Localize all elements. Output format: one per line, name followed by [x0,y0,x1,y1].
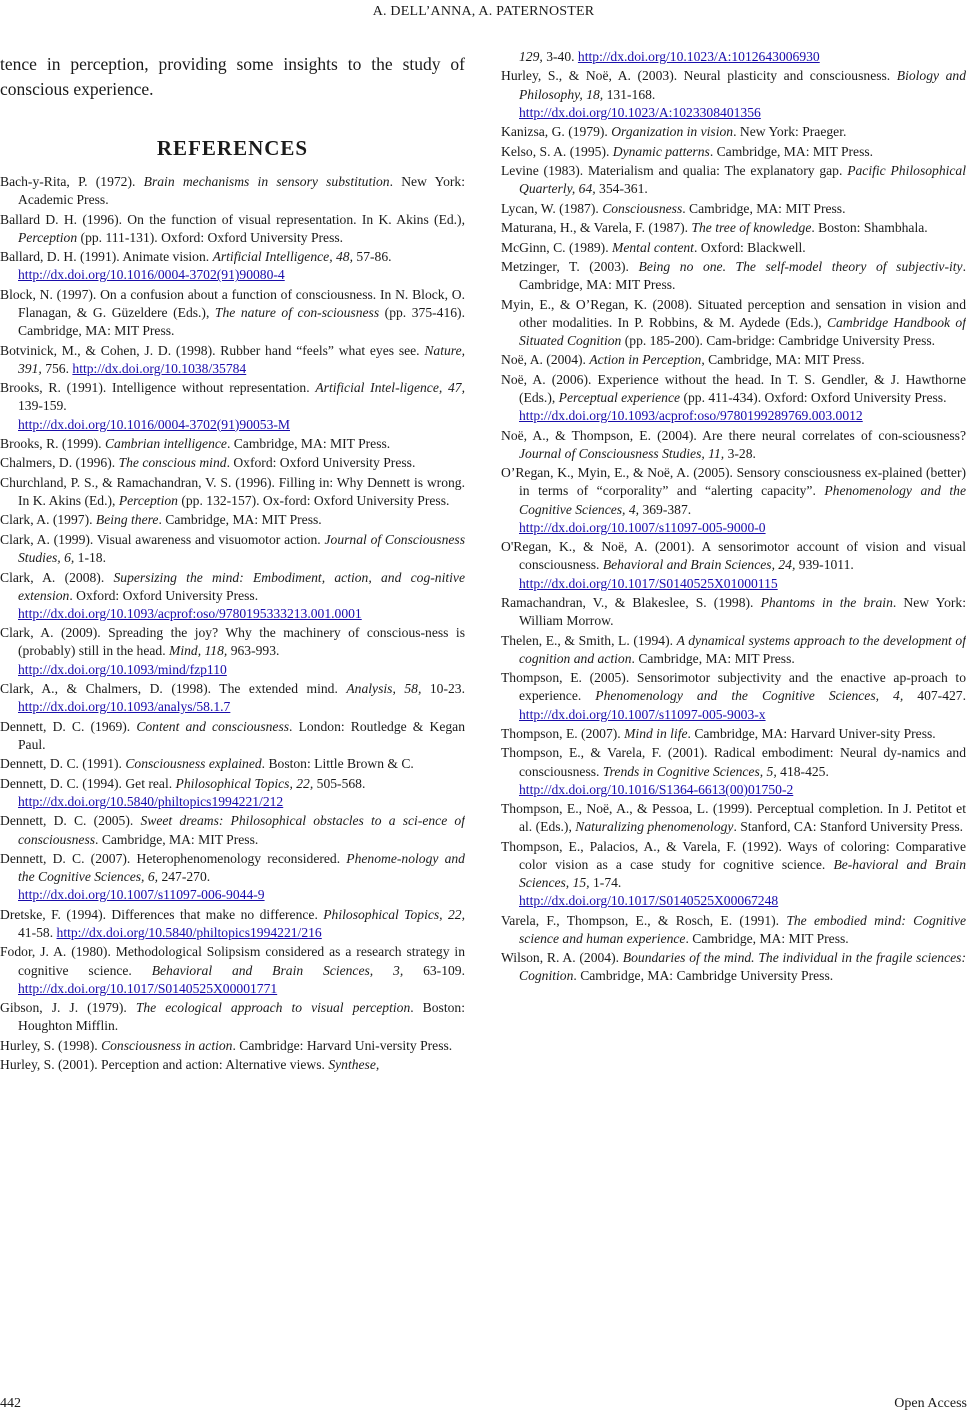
reference-entry [0,379,465,433]
reference-entry [501,538,966,592]
reference-text: 131-168. [603,86,656,102]
reference-text: 57-86. [353,249,392,265]
reference-title: Pacific Philosophical Quarterly, 64, [519,163,966,197]
reference-text: (pp. 132-157). Ox-ford: Oxford University Press. [177,493,450,509]
reference-title: Behavioral and Brain Sciences, 3, [151,962,404,978]
reference-entry [0,173,465,209]
reference-text: . Cambridge: Harvard Uni-versity Press. [232,1037,453,1053]
reference-text: Noë, A., & Thompson, E. (2004). Are there neural correlates of con-sciousness? [501,427,966,443]
reference-text: 139-159. [18,398,67,414]
reference-entry [0,999,465,1035]
reference-title: Consciousness [602,200,683,216]
reference-text: . Oxford: Blackwell. [693,239,806,255]
reference-title: Trends in Cognitive Sciences, 5, [602,763,777,779]
reference-title: 129, [519,49,543,64]
reference-entry [0,569,465,623]
reference-entry [501,744,966,798]
reference-title: Nature, 391, [18,342,465,376]
reference-title: Journal of Consciousness Studies, 6, [18,531,465,566]
reference-title: Cambrian intelligence [104,435,227,451]
open-access-label: Open Access [894,1396,967,1411]
reference-text: Clark, A. (2009). Spreading the joy? Why the machinery of conscious-ness is (probably) still in the head. [0,625,465,659]
reference-text: Block, N. (1997). On a confusion about a function of consciousness. In N. Block, O. Flanagan, & G. Güzeldere (Eds.), [0,286,465,320]
reference-entry [501,838,966,911]
reference-text: 369-387. [639,501,692,517]
reference-entry [0,211,465,247]
reference-text: Myin, E., & O’Regan, K. (2008). Situated perception and sensation in vision and other modalities. In P. Robbins, & M. Aydede (Eds.), [501,296,966,330]
reference-title: Artificial Intel-ligence, 47, [315,380,465,396]
reference-title: Be-havioral and Brain Sciences, 15, [519,856,966,891]
reference-entry [501,949,966,985]
reference-text: Ramachandran, V., & Blakeslee, S. (1998). [501,594,761,610]
reference-text: 3-28. [724,445,756,461]
reference-entry [0,775,465,811]
reference-entry [0,812,465,848]
reference-entry [0,474,465,510]
reference-entry [501,594,966,630]
reference-title: Artificial Intelligence, 48, [212,249,353,265]
reference-title: Analysis, 58, [346,681,422,697]
doi-link[interactable]: http://dx.doi.org/10.1007/s11097-005-9003-x [519,706,766,722]
reference-text: . Boston: Shambhala. [811,220,928,236]
doi-link[interactable]: http://dx.doi.org/10.1017/S0140525X00067248 [519,893,779,909]
reference-text: Thelen, E., & Smith, L. (1994). [501,632,677,648]
reference-text: 407-427. [903,688,966,704]
reference-text: Dennett, D. C. (1969). [0,718,137,734]
reference-text: 63-109. [403,962,465,978]
reference-text: Clark, A. (1997). [0,512,96,528]
reference-text: 939-1011. [795,557,854,573]
reference-title: Phantoms in the brain [760,594,893,610]
doi-link[interactable]: http://dx.doi.org/10.5840/philtopics1994221/212 [18,793,284,809]
reference-entry [501,669,966,723]
reference-text: Wilson, R. A. (2004). [501,950,623,966]
reference-text: Clark, A. (2008). [0,569,114,585]
reference-text: Kelso, S. A. (1995). [501,143,613,159]
reference-title: Journal of Consciousness Studies, 11, [519,445,725,461]
reference-entry [501,162,966,198]
reference-title: The embodied mind: Cognitive science and human experience [519,912,966,946]
reference-text: . Cambridge, MA: Harvard Univer-sity Press. [687,725,936,741]
reference-entry [0,906,465,942]
reference-text: . Cambridge, MA: Cambridge University Press. [573,968,834,984]
reference-title: The ecological approach to visual perception [135,1000,411,1016]
reference-entry [501,371,966,425]
reference-text: Chalmers, D. (1996). [0,455,119,471]
reference-entry [0,1037,465,1055]
reference-entry [0,943,465,997]
page-number: 442 [0,1396,21,1411]
reference-text: Thompson, E., Noë, A., & Pessoa, L. (1999). Perceptual completion. In J. Petitot et al. (Eds.), [501,801,966,835]
reference-text: . Cambridge, MA: MIT Press. [682,200,846,216]
reference-text: . New York: Academic Press. [18,174,465,208]
left-reference-list [0,173,465,1074]
reference-text: Metzinger, T. (2003). [501,259,639,275]
doi-link[interactable]: http://dx.doi.org/10.1023/A:1023308401356 [519,104,761,120]
doi-link[interactable]: http://dx.doi.org/10.5840/philtopics1994221/216 [56,924,322,940]
reference-text: Dennett, D. C. (2005). [0,813,141,829]
reference-entry [501,239,966,257]
reference-text: Noë, A. (2004). [501,352,590,368]
reference-text: 247-270. [158,869,211,885]
reference-text: 1-18. [74,550,106,566]
reference-text: . Cambridge, MA: MIT Press. [631,650,795,666]
reference-entry [501,67,966,121]
reference-text: Thompson, E. (2005). Sensorimotor subjectivity and the enactive ap-proach to experience. [501,670,966,704]
doi-link[interactable]: http://dx.doi.org/10.1093/mind/fzp110 [18,661,227,677]
reference-text: 10-23. [421,681,465,697]
reference-entry [0,342,465,378]
reference-title: Perception [118,493,178,509]
reference-entry [0,680,465,716]
reference-entry [0,435,465,453]
page-footer [0,1394,967,1414]
reference-entry [0,1056,465,1074]
reference-title: Being no one. The self-model theory of subjectiv-ity [638,259,963,275]
reference-text: . Cambridge, MA: MIT Press. [158,512,322,528]
doi-link[interactable]: http://dx.doi.org/10.1007/s11097-005-9000-0 [519,519,766,535]
reference-text: Hurley, S., & Noë, A. (2003). Neural plasticity and consciousness. [501,68,897,84]
reference-text: Maturana, H., & Varela, F. (1987). [501,220,692,236]
reference-entry [0,755,465,773]
reference-text: Noë, A. (2006). Experience without the head. In T. S. Gendler, & J. Hawthorne (Eds.), [501,371,966,406]
reference-entry [501,427,966,463]
reference-entry [501,200,966,218]
reference-title: Brain mechanisms in sensory substitution [143,174,390,189]
reference-text: Kanizsa, G. (1979). [501,124,612,140]
reference-text: (pp. 375-416). Cambridge, MA: MIT Press. [18,304,465,339]
reference-text: . Cambridge, MA: MIT Press. [519,259,966,293]
reference-entry [501,725,966,743]
reference-text: Varela, F., Thompson, E., & Rosch, E. (1991). [501,912,787,928]
reference-title: Being there [95,512,159,528]
doi-link[interactable]: http://dx.doi.org/10.1016/0004-3702(91)90053-M [18,416,290,432]
reference-text: Thompson, E., Palacios, A., & Varela, F. (1992). Ways of coloring: Comparative color vision as a case study for cognitive science. [501,838,966,872]
reference-title: Naturalizing phenomenology [575,819,734,835]
reference-text: (pp. 185-200). Cam-bridge: Cambridge University Press. [621,333,936,349]
right-reference-list [501,48,966,986]
doi-link[interactable]: http://dx.doi.org/10.1038/35784 [72,360,247,376]
doi-link[interactable]: http://dx.doi.org/10.1007/s11097-006-9044-9 [18,887,265,903]
reference-title: The tree of knowledge [691,220,812,236]
reference-text: Clark, A., & Chalmers, D. (1998). The extended mind. [0,681,347,697]
reference-text: (pp. 411-434). Oxford: Oxford University Press. [680,390,947,406]
doi-link[interactable]: http://dx.doi.org/10.1016/S1364-6613(00)01750-2 [519,781,794,797]
reference-text: 418-425. [776,763,829,779]
reference-title: Philosophical Topics, 22, [175,775,314,791]
reference-entry [0,850,465,904]
doi-link[interactable]: http://dx.doi.org/10.1016/0004-3702(91)90080-4 [18,267,285,283]
reference-title: The conscious mind [118,455,227,471]
reference-title: Supersizing the mind: Embodiment, action, and cog-nitive extension [18,569,465,603]
reference-title: Perceptual experience [558,390,681,406]
reference-text: O'Regan, K., & Noë, A. (2001). A sensorimotor account of vision and visual consciousness. [501,539,966,573]
reference-text: Gibson, J. J. (1979). [0,1000,136,1016]
reference-text: . Cambridge, MA: MIT Press. [226,435,391,451]
references-heading: REFERENCES [156,136,309,160]
reference-text: 354-361. [595,181,648,197]
reference-text: Dretske, F. (1994). Differences that make no difference. [0,906,324,922]
reference-title: Philosophical Topics, 22, [323,906,465,922]
doi-link[interactable]: http://dx.doi.org/10.1093/acprof:oso/9780199289769.003.0012 [519,408,863,424]
reference-title: Boundaries of the mind. The individual in the fragile sciences: Cognition [519,950,966,984]
reference-text: 963-993. [227,643,280,659]
reference-title: Content and consciousness [136,718,290,734]
reference-text: (pp. 111-131). Oxford: Oxford University Press. [77,229,344,245]
reference-title: Biology and Philosophy, 18, [519,68,966,102]
reference-text: Ballard D. H. (1996). On the function of visual representation. In K. Akins (Ed.), [0,211,465,227]
reference-text: Dennett, D. C. (2007). Heterophenomenology reconsidered. [0,850,347,866]
reference-text: Brooks, R. (1999). [0,435,105,451]
reference-text: Dennett, D. C. (1991). [0,756,126,772]
running-head: A. DELL’ANNA, A. PATERNOSTER [372,4,595,19]
reference-entry [501,351,966,369]
reference-text: Dennett, D. C. (1994). Get real. [0,775,176,791]
reference-title: Phenomenology and the Cognitive Sciences, 4, [519,483,966,517]
reference-entry [501,143,966,161]
reference-entry [501,912,966,948]
reference-entry [0,531,465,567]
reference-text: 505-568. [313,775,366,791]
reference-text: 41-58. [18,924,57,940]
doi-link[interactable]: http://dx.doi.org/10.1093/acprof:oso/9780195333213.001.0001 [18,605,362,621]
reference-title: The nature of con-sciousness [214,304,380,320]
reference-entry [0,454,465,472]
reference-title: Phenome-nology and the Cognitive Sciences, 6, [18,850,465,885]
reference-text: . Cambridge, MA: MIT Press. [709,143,874,159]
reference-entry [501,800,966,836]
reference-title: Mind, 118, [169,643,228,659]
reference-title: Dynamic patterns [612,143,710,159]
reference-text: Hurley, S. (1998). [0,1037,102,1053]
doi-link[interactable]: http://dx.doi.org/10.1023/A:1012643006930 [577,49,820,64]
reference-entry [0,511,465,529]
reference-entry [0,286,465,340]
reference-title: Consciousness explained [125,756,262,772]
reference-text: McGinn, C. (1989). [501,239,613,255]
reference-text: O’Regan, K., Myin, E., & Noë, A. (2005). Sensory consciousness ex-plained (better) in terms of “corporality” and “alerting capacity”. [501,465,966,499]
reference-entry [501,258,966,294]
reference-text: Botvinick, M., & Cohen, J. D. (1998). Rubber hand “feels” what eyes see. [0,342,425,358]
reference-entry [0,248,465,284]
reference-text: Brooks, R. (1991). Intelligence without representation. [0,380,316,396]
reference-text: 756. [41,360,73,376]
reference-title: A dynamical systems approach to the development of cognition and action [519,632,966,666]
reference-entry [501,464,966,537]
reference-entry [501,219,966,237]
reference-title: Organization in vision [611,124,734,140]
doi-link[interactable]: http://dx.doi.org/10.1093/analys/58.1.7 [18,699,231,715]
reference-text: . Oxford: Oxford University Press. [226,455,416,471]
left-column [0,46,465,1356]
reference-title: Sweet dreams: Philosophical obstacles to a sci-ence of consciousness [18,813,465,847]
reference-title: Mind in life [624,725,688,741]
reference-entry [0,718,465,754]
reference-text: Levine (1983). Materialism and qualia: The explanatory gap. [501,163,848,179]
reference-text: Hurley, S. (2001). Perception and action: Alternative views. [0,1057,329,1073]
reference-text: 1-74. [589,875,622,891]
reference-text: Thompson, E. (2007). [501,725,625,741]
doi-link[interactable]: http://dx.doi.org/10.1017/S0140525X00001771 [18,980,278,996]
reference-title: Perception [18,229,78,245]
reference-text: . Stanford, CA: Stanford University Press. [733,819,964,835]
reference-text: . Oxford: Oxford University Press. [69,587,259,603]
reference-text: . Boston: Houghton Mifflin. [18,1000,465,1034]
reference-text: . Cambridge, MA: MIT Press. [685,930,849,946]
doi-link[interactable]: http://dx.doi.org/10.1017/S0140525X01000115 [519,575,778,591]
reference-text: Ballard, D. H. (1991). Animate vision. [0,249,213,265]
reference-text: . Boston: Little Brown & C. [261,756,414,772]
reference-entry [501,48,966,66]
reference-entry [501,632,966,668]
reference-title: Phenomenology and the Cognitive Sciences, 4, [595,688,904,704]
reference-title: Cambridge Handbook of Situated Cognition [519,314,966,349]
reference-text: . Cambridge, MA: MIT Press. [95,831,259,847]
reference-text: Churchland, P. S., & Ramachandran, V. S. (1996). Filling in: Why Dennett is wrong. In K. Akins (Ed.), [0,474,465,509]
reference-entry [0,624,465,678]
reference-text: . New York: William Morrow. [519,594,966,629]
reference-text: Clark, A. (1999). Visual awareness and visuomotor action. [0,531,325,547]
reference-title: Consciousness in action [101,1037,233,1053]
intro-paragraph: tence in perception, providing some insights to the study of conscious experience. [0,54,465,99]
reference-entry [501,123,966,141]
reference-text: Thompson, E., & Varela, F. (2001). Radical embodiment: Neural dy-namics and consciousness. [501,745,966,779]
reference-text: , Cambridge, MA: MIT Press. [701,352,865,368]
reference-text: Bach-y-Rita, P. (1972). [0,174,144,189]
reference-title: Mental content [612,239,694,255]
reference-text: Fodor, J. A. (1980). Methodological Solipsism considered as a research strategy in cognitive science. [0,944,465,978]
reference-title: Action in Perception [589,352,702,368]
reference-text: Lycan, W. (1987). [501,200,603,216]
reference-text: . New York: Praeger. [733,124,847,140]
reference-text: . London: Routledge & Kegan Paul. [18,718,465,752]
reference-title: Behavioral and Brain Sciences, 24, [602,557,796,573]
reference-entry [501,296,966,350]
reference-title: Synthese, [328,1057,380,1073]
right-column [501,48,966,1358]
reference-text: 3-40. [542,49,578,64]
